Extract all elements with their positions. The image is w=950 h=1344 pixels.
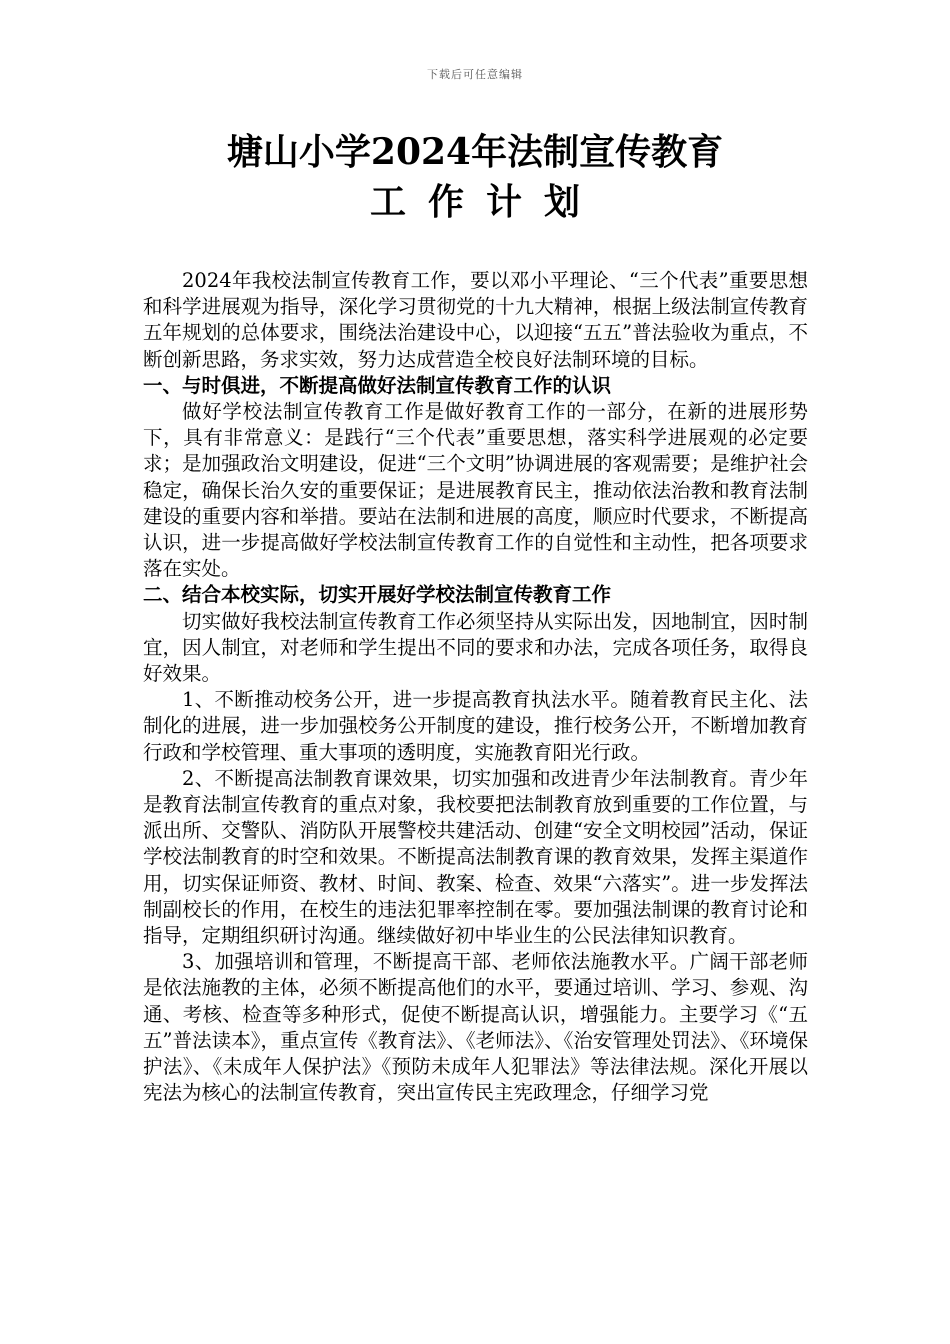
item-1-paragraph: 1、不断推动校务公开，进一步提高教育执法水平。随着教育民主化、法制化的进展，进一步加强校务公开制度的建设，推行校务公开，不断增加教育行政和学校管理、重大事项的透明度，实施教育阳光行政。 (143, 688, 808, 764)
section-1-paragraph: 做好学校法制宣传教育工作是做好教育工作的一部分，在新的进展形势下，具有非常意义：是践行“三个代表”重要思想，落实科学进展观的必定要求；是加强政治文明建设，促进“三个文明”协调进展的客观需要；是维护社会稳定，确保长治久安的重要保证；是进展教育民主，推动依法治教和教育法制建设的重要内容和举措。要站在法制和进展的高度，顺应时代要求，不断提高认识，进一步提高做好学校法制宣传教育工作的自觉性和主动性，把各项要求落在实处。 (143, 400, 808, 581)
section-heading-2: 二、结合本校实际，切实开展好学校法制宣传教育工作 (143, 583, 612, 607)
section-heading-1: 一、与时俱进，不断提高做好法制宣传教育工作的认识 (143, 373, 612, 397)
item-2-paragraph: 2、不断提高法制教育课效果，切实加强和改进青少年法制教育。青少年是教育法制宣传教育的重点对象，我校要把法制教育放到重要的工作位置，与派出所、交警队、消防队开展警校共建活动、创建“安全文明校园”活动，保证学校法制教育的时空和效果。不断提高法制教育课的教育效果，发挥主渠道作用，切实保证师资、教材、时间、教案、检查、效果“六落实”。进一步发挥法制副校长的作用，在校生的违法犯罪率控制在零。要加强法制课的教育讨论和指导，定期组织研讨沟通。继续做好初中毕业生的公民法律知识教育。 (143, 766, 808, 948)
document-subtitle: 工作计划 (369, 181, 602, 223)
item-3-paragraph: 3、加强培训和管理，不断提高干部、老师依法施教水平。广阔干部老师是依法施教的主体，必须不断提高他们的水平，要通过培训、学习、参观、沟通、考核、检查等多种形式，促使不断提高认识，增强能力。主要学习《“五五”普法读本》，重点宣传《教育法》、《老师法》、《治安管理处罚法》、《环境保护法》、《未成年人保护法》《预防未成年人犯罪法》等法律法规。深化开展以宪法为核心的法制宣传教育，突出宣传民主宪政理念，仔细学习党 (143, 950, 808, 1105)
document-body (143, 268, 808, 1107)
section-2-paragraph: 切实做好我校法制宣传教育工作必须坚持从实际出发，因地制宜，因时制宜，因人制宜，对老师和学生提出不同的要求和办法，完成各项任务，取得良好效果。 (143, 609, 808, 686)
header-note: 下载后可任意编辑 (427, 68, 523, 81)
intro-paragraph: 2024年我校法制宣传教育工作，要以邓小平理论、“三个代表”重要思想和科学进展观为指导，深化学习贯彻党的十九大精神，根据上级法制宣传教育五年规划的总体要求，围绕法治建设中心，以迎接“五五”普法验收为重点，不断创新思路，务求实效，努力达成营造全校良好法制环境的目标。 (143, 269, 808, 371)
document-title: 塘山小学2024年法制宣传教育 (226, 131, 724, 173)
